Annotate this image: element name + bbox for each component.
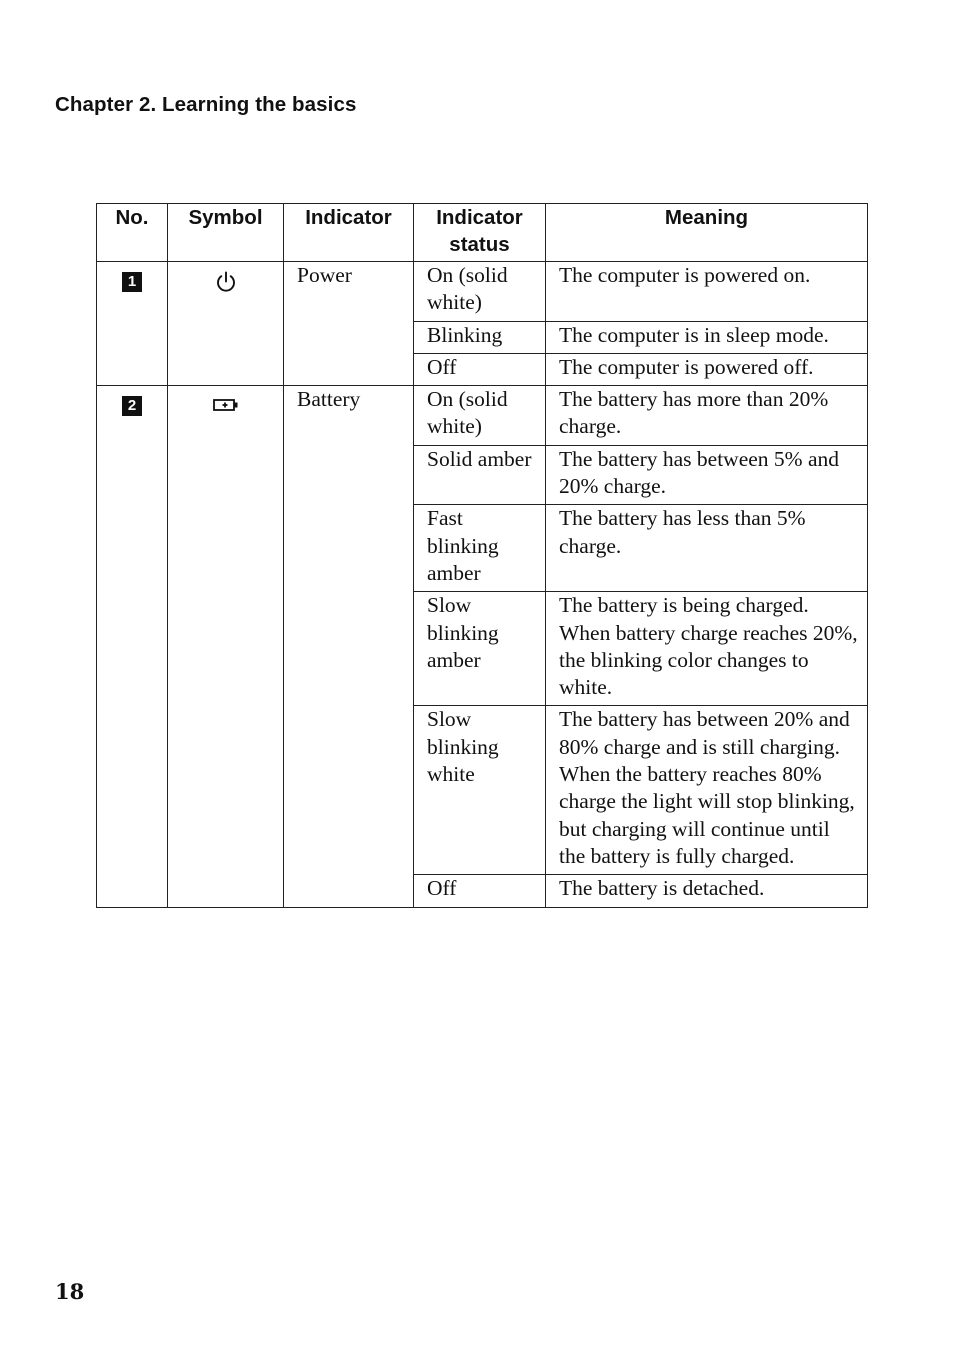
meaning-cell: The battery has between 20% and 80% charge and is still charging. When the battery reaches 80% charge the light will stop blinking, but charging will continue until the battery is fully charged. [546,706,868,875]
battery-indicator-cell: Battery [284,386,414,907]
status-cell: Slow blinking white [414,706,546,875]
power-icon [214,270,238,301]
chapter-heading: Chapter 2. Learning the basics [55,93,357,116]
status-cell: Off [414,875,546,907]
power-number-cell [97,262,168,386]
header-meaning: Meaning [546,204,868,262]
status-cell: Off [414,353,546,385]
meaning-cell: The computer is in sleep mode. [546,321,868,353]
header-status-line2: status [449,233,510,256]
status-cell: Slow blinking amber [414,592,546,706]
meaning-cell: The battery is detached. [546,875,868,907]
battery-number-cell [97,386,168,907]
meaning-cell: The battery is being charged. When battery charge reaches 20%, the blinking color changes to white. [546,592,868,706]
meaning-cell: The battery has more than 20% charge. [546,386,868,446]
power-indicator-cell: Power [284,262,414,386]
meaning-cell: The computer is powered on. [546,262,868,322]
battery-icon [212,394,240,421]
header-indicator: Indicator [284,204,414,262]
number-badge-1: 1 [122,272,142,292]
meaning-cell: The battery has less than 5% charge. [546,505,868,592]
indicator-table [96,203,868,908]
power-symbol-cell [168,262,284,386]
table-row [97,386,868,446]
status-cell: On (solid white) [414,386,546,446]
table-row [97,262,868,322]
header-no: No. [97,204,168,262]
header-indicator-status [414,204,546,262]
number-badge-2: 2 [122,396,142,416]
table-header-row [97,204,868,262]
header-symbol: Symbol [168,204,284,262]
meaning-cell: The battery has between 5% and 20% charge. [546,445,868,505]
status-cell: Fast blinking amber [414,505,546,592]
header-status-line1: Indicator [436,206,523,229]
status-cell: Blinking [414,321,546,353]
status-cell: Solid amber [414,445,546,505]
status-cell: On (solid white) [414,262,546,322]
battery-symbol-cell [168,386,284,907]
page-number: 18 [55,1279,85,1304]
meaning-cell: The computer is powered off. [546,353,868,385]
